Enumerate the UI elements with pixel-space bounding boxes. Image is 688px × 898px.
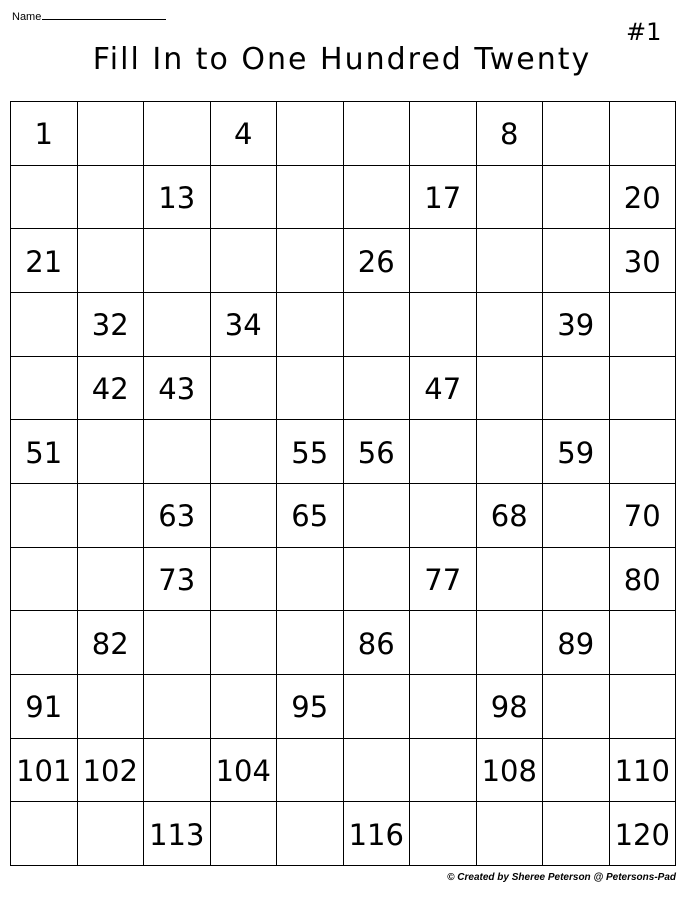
grid-cell-blank[interactable]	[144, 675, 211, 739]
name-field[interactable]	[12, 9, 166, 23]
grid-cell-filled: 17	[410, 166, 477, 230]
grid-cell-blank[interactable]	[211, 802, 278, 866]
grid-cell-blank[interactable]	[344, 548, 411, 612]
grid-cell-blank[interactable]	[477, 166, 544, 230]
grid-cell-filled: 80	[610, 548, 677, 612]
grid-cell-blank[interactable]	[144, 739, 211, 803]
grid-cell-blank[interactable]	[410, 293, 477, 357]
grid-cell-filled: 21	[11, 229, 78, 293]
number-grid	[10, 101, 676, 866]
grid-cell-filled: 110	[610, 739, 677, 803]
grid-cell-filled: 77	[410, 548, 477, 612]
grid-cell-blank[interactable]	[610, 675, 677, 739]
grid-cell-blank[interactable]	[344, 675, 411, 739]
grid-cell-filled: 8	[477, 102, 544, 166]
grid-cell-blank[interactable]	[78, 802, 145, 866]
grid-cell-blank[interactable]	[78, 166, 145, 230]
grid-cell-blank[interactable]	[543, 739, 610, 803]
grid-cell-blank[interactable]	[211, 420, 278, 484]
grid-cell-filled: 91	[11, 675, 78, 739]
grid-cell-blank[interactable]	[211, 611, 278, 675]
grid-cell-blank[interactable]	[410, 102, 477, 166]
grid-cell-filled: 42	[78, 357, 145, 421]
grid-cell-filled: 73	[144, 548, 211, 612]
grid-cell-blank[interactable]	[144, 611, 211, 675]
page-title: Fill In to One Hundred Twenty	[92, 42, 592, 77]
grid-cell-blank[interactable]	[211, 548, 278, 612]
grid-cell-filled: 39	[543, 293, 610, 357]
grid-cell-blank[interactable]	[11, 802, 78, 866]
grid-cell-blank[interactable]	[11, 484, 78, 548]
grid-cell-blank[interactable]	[211, 675, 278, 739]
grid-cell-blank[interactable]	[277, 293, 344, 357]
grid-cell-blank[interactable]	[78, 102, 145, 166]
grid-cell-filled: 108	[477, 739, 544, 803]
grid-cell-filled: 55	[277, 420, 344, 484]
grid-cell-blank[interactable]	[477, 802, 544, 866]
grid-cell-blank[interactable]	[144, 229, 211, 293]
grid-cell-filled: 101	[11, 739, 78, 803]
grid-cell-blank[interactable]	[410, 229, 477, 293]
grid-cell-blank[interactable]	[144, 293, 211, 357]
grid-cell-blank[interactable]	[610, 611, 677, 675]
grid-cell-blank[interactable]	[78, 548, 145, 612]
grid-cell-blank[interactable]	[410, 739, 477, 803]
grid-cell-blank[interactable]	[410, 611, 477, 675]
grid-cell-filled: 20	[610, 166, 677, 230]
grid-cell-filled: 26	[344, 229, 411, 293]
grid-cell-filled: 4	[211, 102, 278, 166]
grid-cell-blank[interactable]	[78, 420, 145, 484]
grid-cell-filled: 95	[277, 675, 344, 739]
grid-cell-filled: 86	[344, 611, 411, 675]
grid-cell-blank[interactable]	[477, 293, 544, 357]
grid-cell-blank[interactable]	[344, 484, 411, 548]
grid-cell-blank[interactable]	[11, 611, 78, 675]
grid-cell-filled: 43	[144, 357, 211, 421]
grid-cell-blank[interactable]	[277, 548, 344, 612]
grid-cell-blank[interactable]	[277, 611, 344, 675]
grid-cell-blank[interactable]	[78, 229, 145, 293]
grid-cell-blank[interactable]	[277, 739, 344, 803]
grid-cell-filled: 34	[211, 293, 278, 357]
grid-cell-blank[interactable]	[477, 420, 544, 484]
grid-cell-blank[interactable]	[211, 166, 278, 230]
grid-cell-blank[interactable]	[543, 102, 610, 166]
grid-cell-blank[interactable]	[277, 229, 344, 293]
grid-cell-blank[interactable]	[144, 420, 211, 484]
grid-cell-blank[interactable]	[410, 802, 477, 866]
grid-cell-blank[interactable]	[211, 229, 278, 293]
grid-cell-blank[interactable]	[610, 357, 677, 421]
grid-cell-blank[interactable]	[543, 802, 610, 866]
grid-cell-blank[interactable]	[11, 166, 78, 230]
grid-cell-blank[interactable]	[477, 548, 544, 612]
grid-cell-filled: 120	[610, 802, 677, 866]
grid-cell-filled: 104	[211, 739, 278, 803]
grid-cell-filled: 13	[144, 166, 211, 230]
grid-cell-filled: 30	[610, 229, 677, 293]
grid-cell-blank[interactable]	[543, 229, 610, 293]
grid-cell-blank[interactable]	[610, 293, 677, 357]
grid-cell-filled: 98	[477, 675, 544, 739]
grid-cell-blank[interactable]	[144, 102, 211, 166]
grid-cell-blank[interactable]	[277, 102, 344, 166]
grid-cell-filled: 68	[477, 484, 544, 548]
grid-cell-blank[interactable]	[543, 357, 610, 421]
grid-cell-blank[interactable]	[277, 802, 344, 866]
grid-cell-blank[interactable]	[477, 357, 544, 421]
copyright-credit: © Created by Sheree Peterson @ Petersons-Pad	[447, 872, 676, 883]
grid-cell-blank[interactable]	[410, 420, 477, 484]
grid-cell-filled: 65	[277, 484, 344, 548]
grid-cell-blank[interactable]	[78, 484, 145, 548]
grid-cell-blank[interactable]	[610, 420, 677, 484]
grid-cell-blank[interactable]	[344, 357, 411, 421]
grid-cell-blank[interactable]	[344, 102, 411, 166]
grid-cell-filled: 70	[610, 484, 677, 548]
grid-cell-blank[interactable]	[277, 357, 344, 421]
grid-cell-filled: 59	[543, 420, 610, 484]
grid-cell-blank[interactable]	[344, 166, 411, 230]
grid-cell-blank[interactable]	[277, 166, 344, 230]
grid-cell-blank[interactable]	[78, 675, 145, 739]
grid-cell-filled: 82	[78, 611, 145, 675]
grid-cell-blank[interactable]	[477, 611, 544, 675]
grid-cell-filled: 113	[144, 802, 211, 866]
grid-cell-filled: 32	[78, 293, 145, 357]
grid-cell-blank[interactable]	[477, 229, 544, 293]
grid-cell-filled: 89	[543, 611, 610, 675]
grid-cell-blank[interactable]	[543, 166, 610, 230]
grid-cell-blank[interactable]	[543, 675, 610, 739]
grid-cell-blank[interactable]	[543, 548, 610, 612]
grid-cell-blank[interactable]	[543, 484, 610, 548]
grid-cell-blank[interactable]	[344, 293, 411, 357]
grid-cell-blank[interactable]	[11, 293, 78, 357]
sheet-number: #1	[626, 18, 662, 46]
grid-cell-blank[interactable]	[211, 484, 278, 548]
grid-cell-filled: 63	[144, 484, 211, 548]
grid-cell-filled: 102	[78, 739, 145, 803]
grid-cell-filled: 47	[410, 357, 477, 421]
grid-cell-blank[interactable]	[344, 739, 411, 803]
grid-cell-filled: 116	[344, 802, 411, 866]
grid-cell-blank[interactable]	[11, 357, 78, 421]
grid-cell-blank[interactable]	[410, 675, 477, 739]
name-blank-line[interactable]	[42, 9, 166, 20]
grid-cell-blank[interactable]	[610, 102, 677, 166]
grid-cell-filled: 56	[344, 420, 411, 484]
grid-cell-blank[interactable]	[410, 484, 477, 548]
grid-cell-filled: 1	[11, 102, 78, 166]
grid-cell-filled: 51	[11, 420, 78, 484]
grid-cell-blank[interactable]	[11, 548, 78, 612]
grid-cell-blank[interactable]	[211, 357, 278, 421]
name-label: Name	[12, 11, 42, 23]
